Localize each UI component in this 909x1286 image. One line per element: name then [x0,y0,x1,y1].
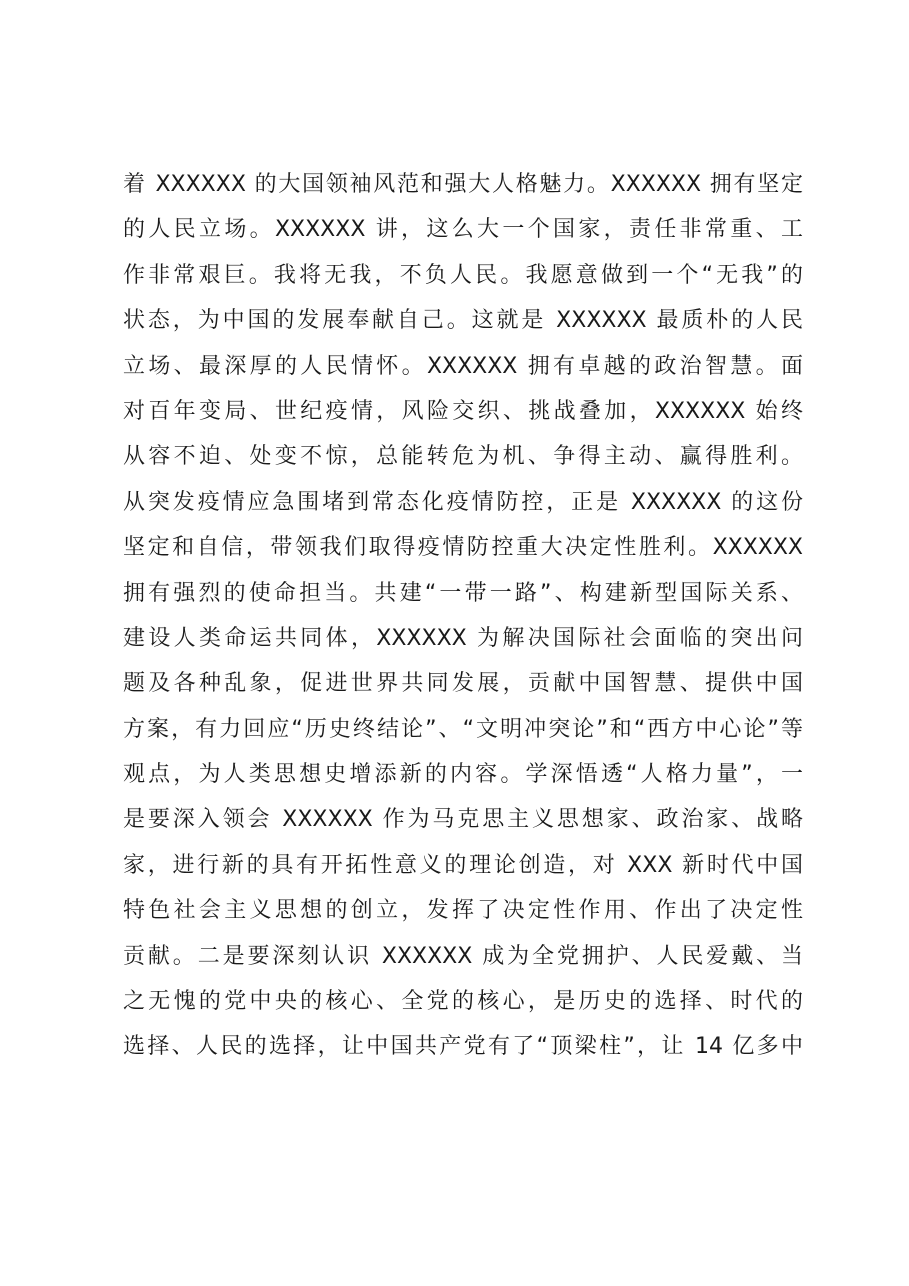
text-line-20: 选择、人民的选择，让中国共产党有了“顶梁柱”，让 14 亿多中 [123,1034,803,1060]
text-line-7: 从容不迫、处变不惊，总能转危为机、争得主动、赢得胜利。 [123,444,803,470]
text-line-8: 从突发疫情应急围堵到常态化疫情防控，正是 XXXXXX 的这份 [123,489,803,515]
body-paragraph [123,162,803,1070]
text-line-15: 是要深入领会 XXXXXX 作为马克思主义思想家、政治家、战略 [123,807,803,833]
text-line-11: 建设人类命运共同体，XXXXXX 为解决国际社会面临的突出问 [123,625,803,651]
text-line-2: 的人民立场。XXXXXX 讲，这么大一个国家，责任非常重、工 [123,217,803,243]
text-line-5: 立场、最深厚的人民情怀。XXXXXX 拥有卓越的政治智慧。面 [123,353,803,379]
text-line-6: 对百年变局、世纪疫情，风险交织、挑战叠加，XXXXXX 始终 [123,398,803,424]
text-line-13: 方案，有力回应“历史终结论”、“文明冲突论”和“西方中心论”等 [123,716,803,742]
text-line-19: 之无愧的党中央的核心、全党的核心，是历史的选择、时代的 [123,989,803,1015]
text-line-1: 着 XXXXXX 的大国领袖风范和强大人格魅力。XXXXXX 拥有坚定 [123,172,803,197]
text-line-10: 拥有强烈的使命担当。共建“一带一路”、构建新型国际关系、 [123,580,803,606]
text-line-12: 题及各种乱象，促进世界共同发展，贡献中国智慧、提供中国 [123,671,803,697]
text-line-17: 特色社会主义思想的创立，发挥了决定性作用、作出了决定性 [123,898,803,924]
text-line-3: 作非常艰巨。我将无我，不负人民。我愿意做到一个“无我”的 [123,262,803,288]
text-line-4: 状态，为中国的发展奉献自己。这就是 XXXXXX 最质朴的人民 [123,308,803,334]
text-line-9: 坚定和自信，带领我们取得疫情防控重大决定性胜利。XXXXXX [123,535,803,561]
text-line-16: 家，进行新的具有开拓性意义的理论创造，对 XXX 新时代中国 [123,852,803,878]
text-line-14: 观点，为人类思想史增添新的内容。学深悟透“人格力量”，一 [123,762,803,788]
text-line-18: 贡献。二是要深刻认识 XXXXXX 成为全党拥护、人民爱戴、当 [123,943,803,969]
